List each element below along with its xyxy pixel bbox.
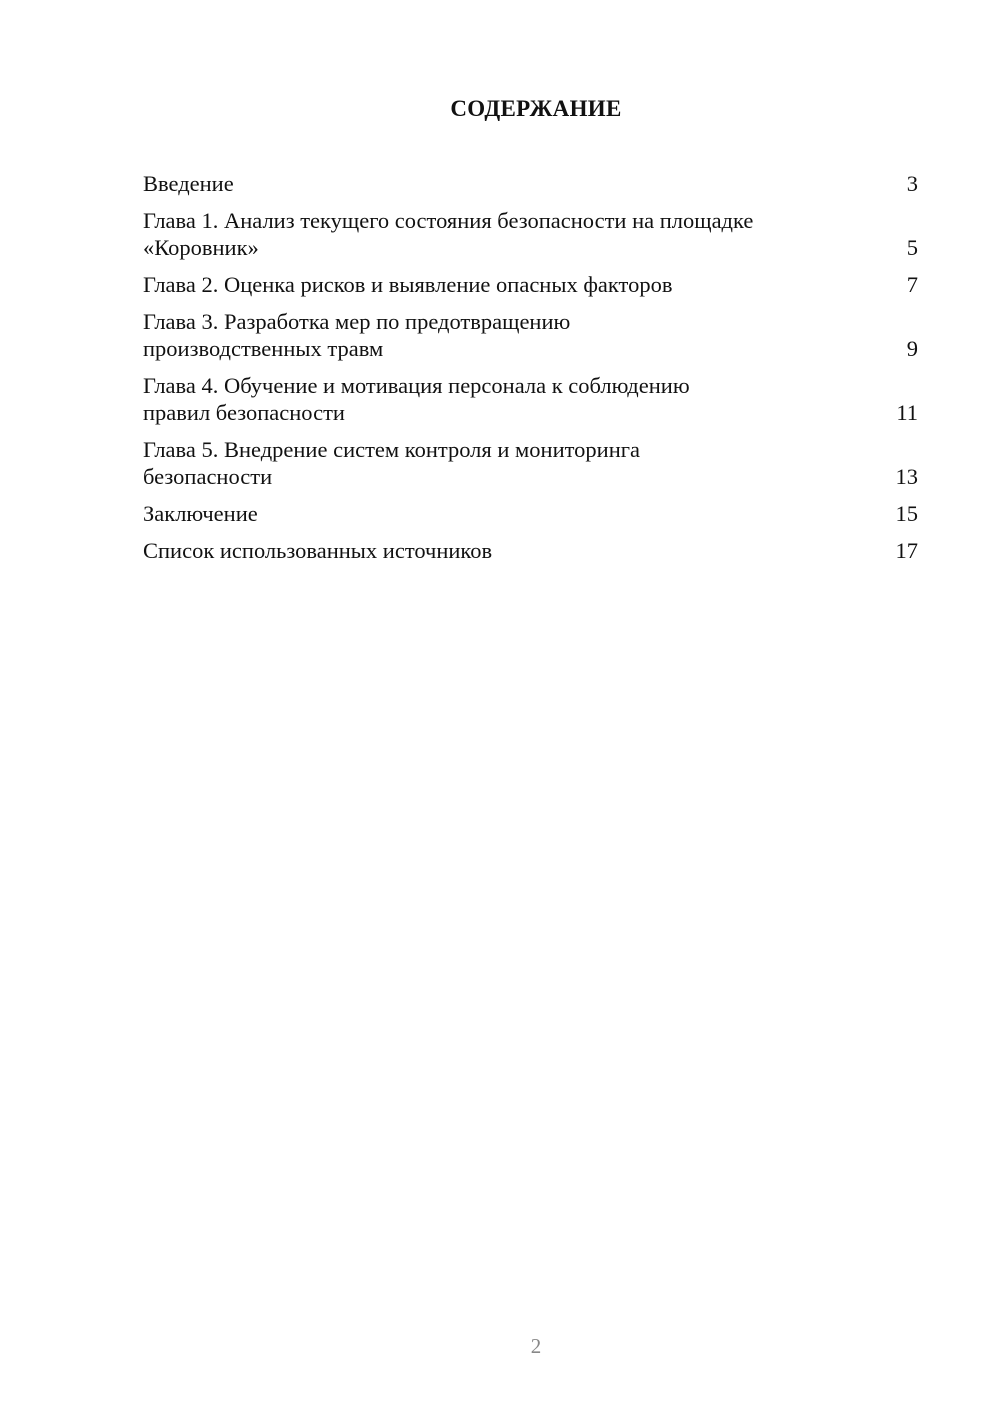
toc-entry-title: Глава 5. Внедрение систем контроля и мониторинга безопасности: [143, 437, 640, 489]
toc-entry: [143, 372, 918, 426]
toc-entry-title: Введение: [143, 171, 234, 196]
toc-entry-page: 13: [895, 464, 918, 489]
toc-entry: [143, 170, 918, 197]
toc-entry: [143, 271, 918, 298]
toc-entry-page: 3: [906, 171, 918, 196]
toc-entry: [143, 500, 918, 527]
toc-entry-title: Глава 2. Оценка рисков и выявление опасных факторов: [143, 272, 673, 297]
toc-entry-page: 17: [895, 538, 918, 563]
toc-entry-page: 15: [895, 501, 918, 526]
toc-entry-page: 9: [906, 336, 918, 361]
toc-entry-page: 7: [906, 272, 918, 297]
toc-entry-title: Глава 3. Разработка мер по предотвращению производственных травм: [143, 309, 571, 361]
toc-entry: [143, 436, 918, 490]
page-title: СОДЕРЖАНИЕ: [450, 96, 622, 121]
toc-entry-title: Глава 4. Обучение и мотивация персонала к соблюдению правил безопасности: [143, 373, 690, 425]
toc-entry-title: Список использованных источников: [143, 538, 493, 563]
toc-entry: [143, 537, 918, 564]
toc-entry: [143, 207, 918, 261]
toc-entry-page: 5: [906, 235, 918, 260]
toc-entry-page: 11: [896, 400, 918, 425]
page-number: 2: [530, 1334, 542, 1358]
table-of-contents: [143, 170, 918, 574]
toc-entry: [143, 308, 918, 362]
toc-entry-title: Заключение: [143, 501, 258, 526]
toc-entry-title: Глава 1. Анализ текущего состояния безопасности на площадке «Коровник»: [143, 208, 754, 260]
